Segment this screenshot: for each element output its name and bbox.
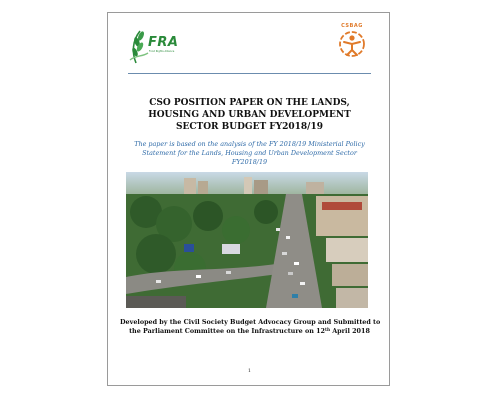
title-line: CSO POSITION PAPER ON THE LANDS, bbox=[149, 98, 350, 108]
fra-wordmark: FRA bbox=[148, 35, 179, 50]
people-circle-icon bbox=[336, 29, 368, 59]
submission-note bbox=[120, 318, 379, 336]
footer-line: Developed by the Civil Society Budget Advocacy Group and Submitted to bbox=[120, 318, 381, 326]
csbag-logo-text: CSBAG bbox=[341, 23, 363, 29]
csbag-logo bbox=[336, 23, 368, 59]
document-page bbox=[107, 12, 390, 386]
wheat-leaf-icon bbox=[128, 27, 150, 65]
subtitle-line: FY2018/19 bbox=[231, 158, 268, 166]
date-ordinal-suffix: th bbox=[325, 326, 330, 332]
title-line: SECTOR BUDGET FY2018/19 bbox=[176, 122, 323, 132]
subtitle-line: Statement for the Lands, Housing and Urban Development Sector bbox=[142, 149, 357, 157]
header-rule bbox=[128, 73, 371, 74]
subtitle-line: The paper is based on the analysis of the FY 2018/19 Ministerial Policy bbox=[134, 140, 365, 148]
title-line: HOUSING AND URBAN DEVELOPMENT bbox=[148, 110, 351, 120]
footer-line-text: the Parliament Committee on the Infrastructure on 12 bbox=[129, 327, 326, 335]
cover-photo bbox=[126, 172, 368, 308]
footer-line bbox=[120, 327, 379, 336]
fra-logo bbox=[128, 26, 186, 66]
document-subtitle bbox=[120, 140, 379, 167]
page-number: 1 bbox=[247, 368, 252, 374]
footer-line-text: April 2018 bbox=[330, 327, 370, 335]
document-title bbox=[120, 97, 379, 133]
fra-tagline: Food Rights Alliance bbox=[149, 50, 175, 53]
